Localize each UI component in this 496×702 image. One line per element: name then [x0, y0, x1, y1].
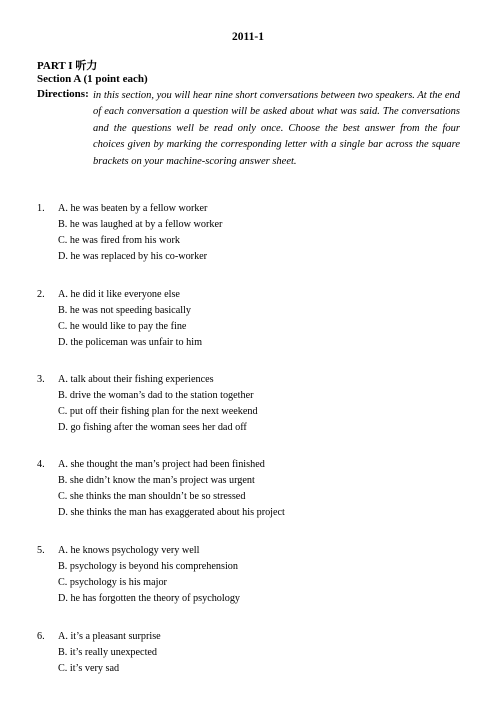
option-d: D. she thinks the man has exaggerated about his project	[58, 506, 285, 518]
question-number: 3.	[37, 374, 45, 385]
option-d: D. the policeman was unfair to him	[58, 336, 203, 348]
option-b: B. she didn’t know the man’s project was urgent	[58, 474, 255, 486]
option-c: C. he would like to pay the fine	[58, 320, 187, 332]
option-c: C. she thinks the man shouldn’t be so stressed	[58, 490, 246, 502]
option-d: D. he has forgotten the theory of psychology	[58, 592, 241, 604]
option-b: B. he was laughed at by a fellow worker	[58, 218, 223, 230]
option-b: B. psychology is beyond his comprehension	[58, 560, 238, 572]
question-4	[37, 457, 285, 521]
question-2	[37, 287, 202, 351]
option-a: A. it’s a pleasant surprise	[58, 631, 161, 642]
option-a: A. talk about their fishing experiences	[58, 374, 214, 385]
option-a: A. she thought the man’s project had been finished	[58, 459, 265, 470]
option-b: B. drive the woman’s dad to the station together	[58, 389, 254, 401]
question-5	[37, 543, 240, 607]
option-a: A. he did it like everyone else	[58, 289, 180, 300]
question-6	[37, 629, 161, 677]
question-number: 2.	[37, 289, 45, 300]
option-a: A. he was beaten by a fellow worker	[58, 203, 208, 214]
option-a: A. he knows psychology very well	[58, 545, 200, 556]
question-3	[37, 372, 258, 436]
directions-text: in this section, you will hear nine short conversations between two speakers. At the end of each conversation a question will be asked about what was said. The conversations and the questions well be read only once. Choose the best answer from the four choices given by marking the corresponding letter with a single bar across the square brackets on your machine-scoring answer sheet.	[93, 90, 460, 167]
option-d: D. he was replaced by his co-worker	[58, 250, 208, 262]
question-number: 4.	[37, 459, 45, 470]
question-1	[37, 201, 222, 265]
option-c: C. put off their fishing plan for the next weekend	[58, 405, 258, 417]
question-number: 5.	[37, 545, 45, 556]
part-heading: PART I 听力	[37, 60, 98, 72]
section-heading: Section A (1 point each)	[37, 73, 148, 85]
option-b: B. it’s really unexpected	[58, 646, 158, 658]
option-b: B. he was not speeding basically	[58, 304, 191, 316]
question-number: 1.	[37, 203, 45, 214]
option-c: C. it’s very sad	[58, 662, 120, 674]
directions-label: Directions:	[37, 88, 89, 100]
option-c: C. he was fired from his work	[58, 234, 180, 246]
question-number: 6.	[37, 631, 45, 642]
option-c: C. psychology is his major	[58, 576, 167, 588]
option-d: D. go fishing after the woman sees her dad off	[58, 421, 247, 433]
page-title: 2011-1	[232, 31, 264, 43]
